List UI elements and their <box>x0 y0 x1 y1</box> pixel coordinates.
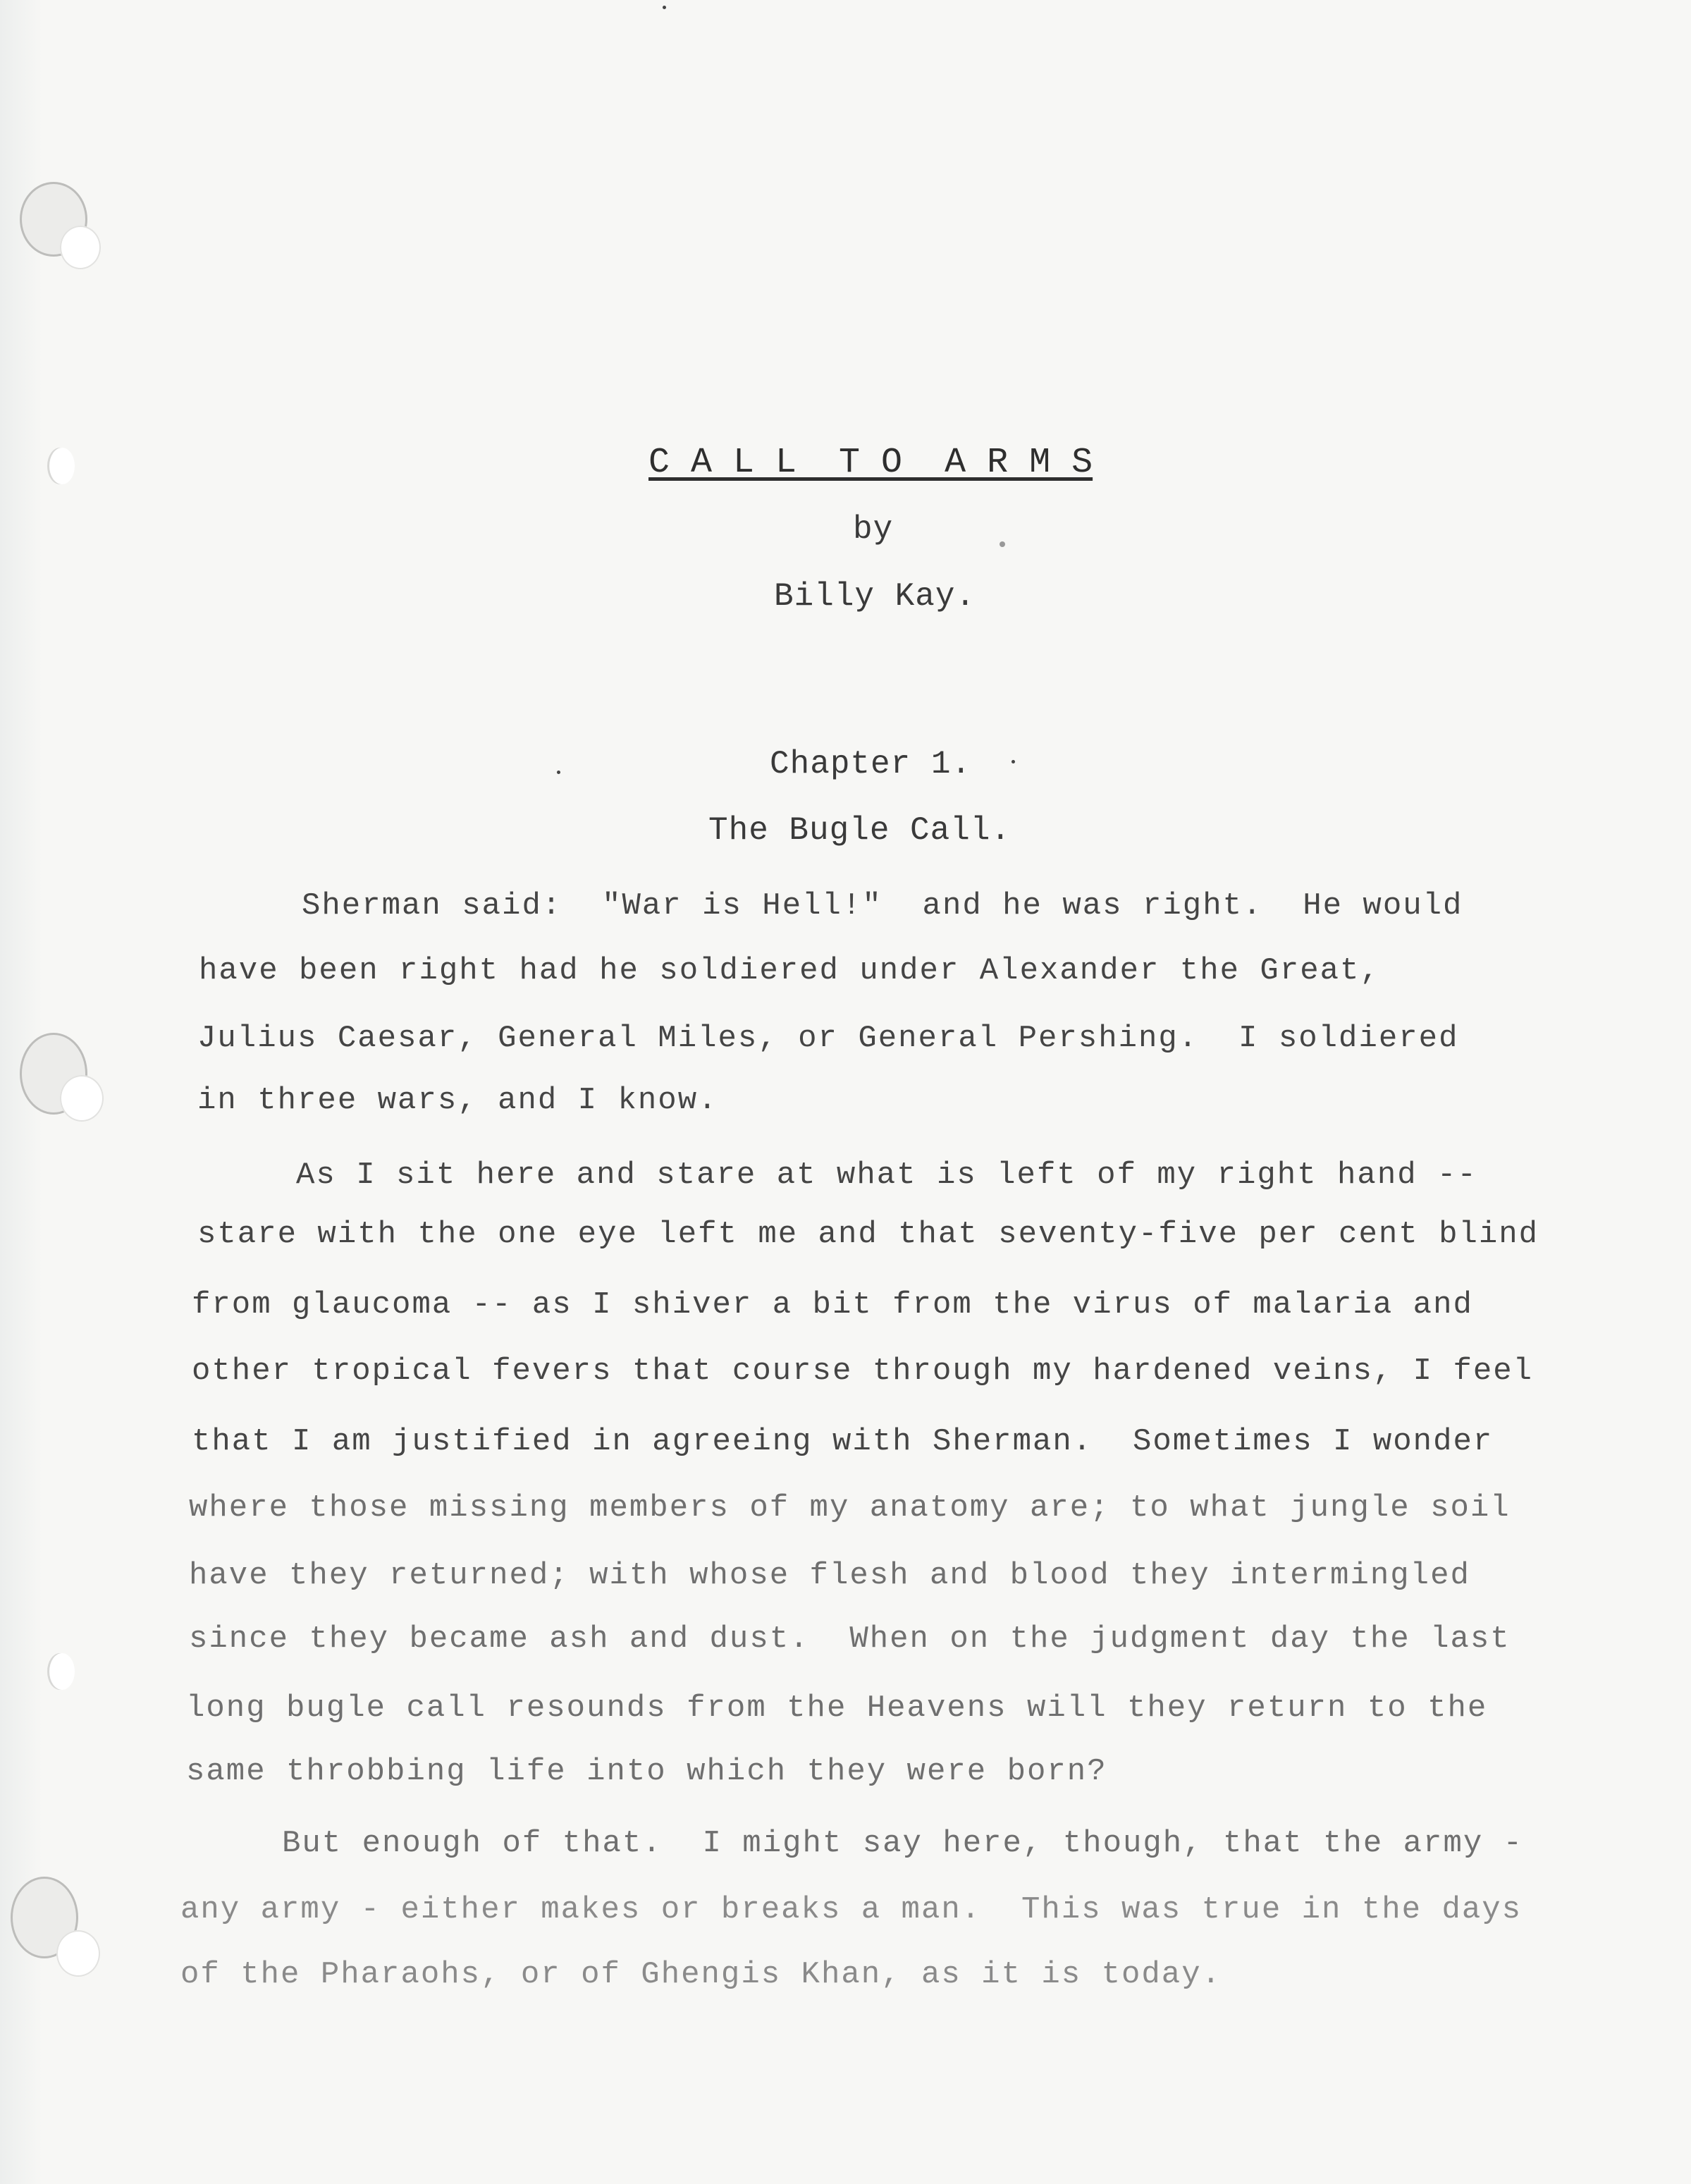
text-line: of the Pharaohs, or of Ghengis Khan, as it is today. <box>180 1957 1222 1992</box>
text-line: have been right had he soldiered under Alexander the Great, <box>199 953 1380 988</box>
speck <box>1011 760 1015 763</box>
speck <box>1000 541 1005 547</box>
text-line: Sherman said: "War is Hell!" and he was right. He would <box>302 888 1463 924</box>
author-name: Billy Kay. <box>774 578 976 615</box>
text-line: Julius Caesar, General Miles, or General Pershing. I soldiered <box>197 1021 1459 1056</box>
chapter-title: The Bugle Call. <box>708 812 1011 849</box>
binder-hole-small-lower <box>49 1653 75 1690</box>
text-line: where those missing members of my anatomy are; to what jungle soil <box>189 1490 1511 1526</box>
chapter-number: Chapter 1. <box>770 746 972 783</box>
text-line: have they returned; with whose flesh and blood they intermingled <box>189 1558 1470 1593</box>
text-line: same throbbing life into which they were born? <box>186 1754 1107 1789</box>
text-line: But enough of that. I might say here, though, that the army - <box>282 1826 1524 1861</box>
speck <box>557 771 560 774</box>
document-title: C A L L T O A R M S <box>648 443 1093 483</box>
text-line: other tropical fevers that course through my hardened veins, I feel <box>192 1354 1534 1389</box>
byline: by <box>853 511 894 548</box>
binder-hole-bottom <box>56 1930 100 1977</box>
text-line: from glaucoma -- as I shiver a bit from the virus of malaria and <box>192 1287 1473 1323</box>
binder-hole-top <box>60 226 101 269</box>
text-line: stare with the one eye left me and that seventy-five per cent blind <box>197 1217 1539 1252</box>
speck <box>663 6 666 9</box>
text-line: long bugle call resounds from the Heavens will they return to the <box>186 1691 1488 1726</box>
text-line: that I am justified in agreeing with Sherman. Sometimes I wonder <box>192 1424 1494 1459</box>
text-line: in three wars, and I know. <box>197 1083 718 1118</box>
binder-hole-small-upper <box>49 448 75 484</box>
text-line: any army - either makes or breaks a man. This was true in the days <box>180 1892 1523 1927</box>
text-line: since they became ash and dust. When on the judgment day the last <box>189 1621 1511 1657</box>
binder-hole-middle <box>60 1075 104 1122</box>
text-line: As I sit here and stare at what is left of my right hand -- <box>296 1158 1477 1193</box>
